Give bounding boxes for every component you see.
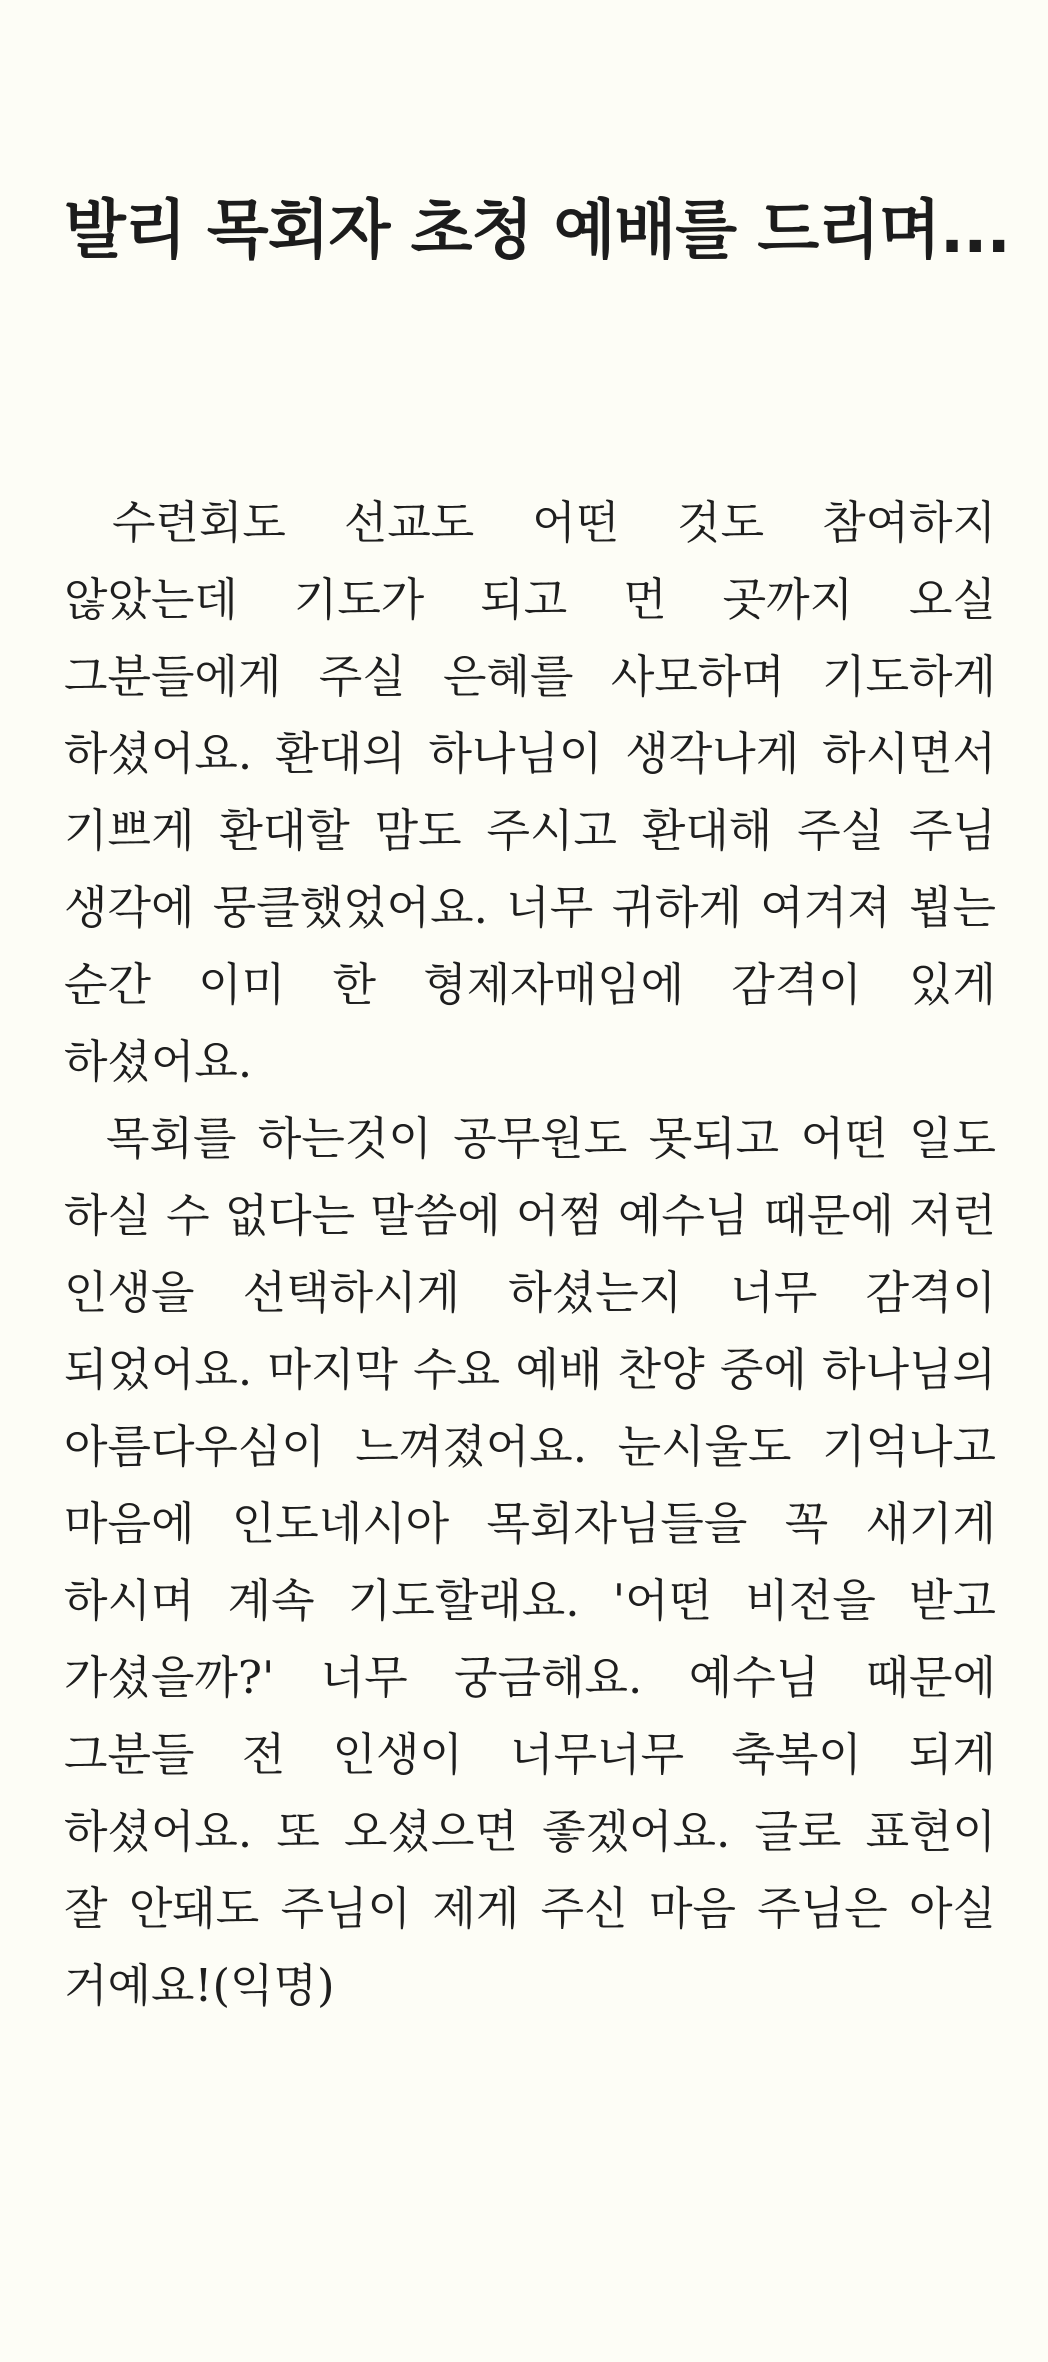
article-paragraph-1: 수련회도 선교도 어떤 것도 참여하지 않았는데 기도가 되고 먼 곳까지 오실 그분들에게 주실 은혜를 사모하며 기도하게 하셨어요. 환대의 하나님이 생각나게 하시면서 기쁘게 환대할 맘도 주시고 환대해 주실 주님 생각에 뭉클했었어요. 너무 귀하게 여겨져 뵙는 순간 이미 한 형제자매임에 감격이 있게 하셨어요.: [64, 496, 996, 1088]
article-body: [64, 484, 996, 2024]
article-title: 발리 목회자 초청 예배를 드리며...: [64, 194, 1010, 268]
article-paragraph-2: 목회를 하는것이 공무원도 못되고 어떤 일도 하실 수 없다는 말씀에 어쩜 예수님 때문에 저런 인생을 선택하시게 하셨는지 너무 감격이 되었어요. 마지막 수요 예배 찬양 중에 하나님의 아름다우심이 느껴졌어요. 눈시울도 기억나고 마음에 인도네시아 목회자님들을 꼭 새기게 하시며 계속 기도할래요. '어떤 비전을 받고 가셨을까?' 너무 궁금해요. 예수님 때문에 그분들 전 인생이 너무너무 축복이 되게 하셨어요. 또 오셨으면 좋겠어요. 글로 표현이 잘 안돼도 주님이 제게 주신 마음 주님은 아실 거예요!(익명): [64, 1112, 996, 2012]
